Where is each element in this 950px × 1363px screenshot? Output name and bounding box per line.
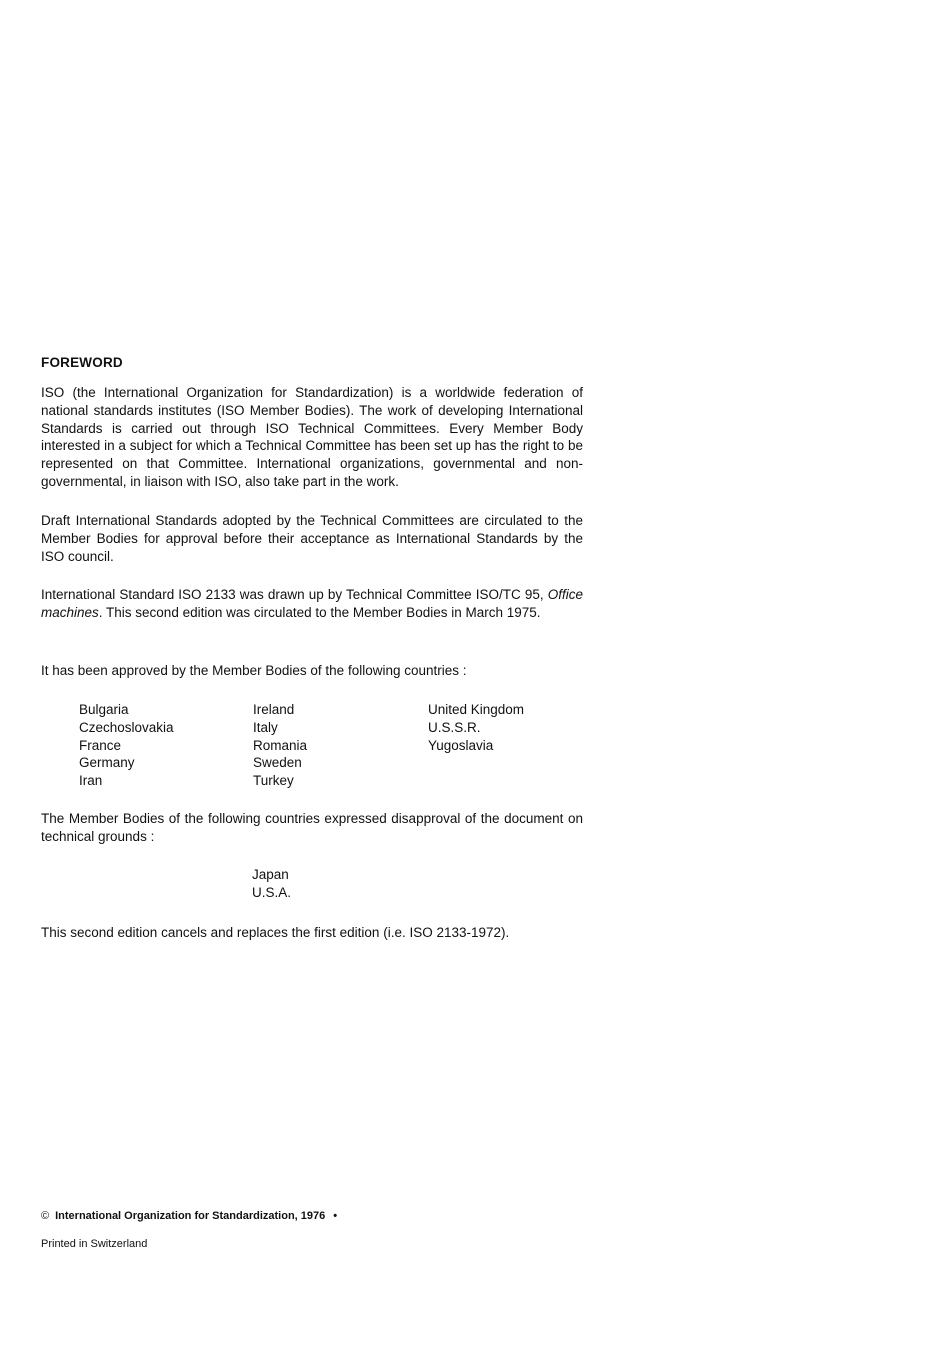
country-item: Iran: [79, 773, 103, 789]
standard-text-before: International Standard ISO 2133 was drawn up by Technical Committee ISO/TC 95,: [41, 587, 548, 602]
copyright-line: [41, 1210, 337, 1222]
committee-title: Office machines: [41, 587, 583, 620]
copyright-text: International Organization for Standardization, 1976: [55, 1210, 326, 1222]
bullet-icon: •: [333, 1210, 338, 1222]
country-item: Sweden: [253, 755, 302, 771]
country-item: Turkey: [253, 773, 294, 789]
copyright-icon: ©: [41, 1210, 50, 1222]
foreword-paragraph-draft: Draft International Standards adopted by the Technical Committees are circulated to the Member Bodies for approval before their acceptance as International Standards by the ISO council.: [41, 513, 583, 564]
foreword-paragraph-standard: [41, 586, 583, 622]
country-item: Ireland: [253, 702, 295, 717]
country-item: France: [79, 737, 122, 753]
country-item: Bulgaria: [79, 702, 129, 717]
country-item: U.S.A.: [252, 884, 292, 900]
country-item: Yugoslavia: [428, 737, 494, 753]
standard-text-after: . This second edition was circulated to the Member Bodies in March 1975.: [98, 604, 541, 620]
foreword-paragraph-iso: ISO (the International Organization for Standardization) is a worldwide federation of national standards institutes (ISO Member Bodies). The work of developing International Standards is carried out through ISO Technical Committees. Every Member Body interested in a subject for which a Technical Committee has been set up has the right to be represented on that Committee. International organizations, governmental and non-governmental, in liaison with ISO, also take part in the work.: [41, 385, 583, 489]
countries-column-3: [428, 701, 524, 754]
country-item: United Kingdom: [428, 702, 525, 717]
foreword-heading: FOREWORD: [41, 355, 123, 370]
country-item: Japan: [252, 867, 289, 882]
approval-intro: It has been approved by the Member Bodies of the following countries :: [41, 663, 467, 678]
countries-column-2: [253, 701, 307, 790]
printed-note: Printed in Switzerland: [41, 1238, 148, 1250]
disapproval-intro: The Member Bodies of the following countries expressed disapproval of the document on technical grounds :: [41, 811, 583, 844]
country-item: Romania: [253, 737, 308, 753]
country-item: Italy: [253, 719, 278, 735]
edition-note: This second edition cancels and replaces the first edition (i.e. ISO 2133-1972).: [41, 925, 510, 940]
country-item: Czechoslovakia: [79, 719, 174, 735]
country-item: Germany: [79, 755, 135, 771]
countries-column-1: [79, 701, 174, 790]
country-item: U.S.S.R.: [428, 719, 481, 735]
disapproving-countries-list: [252, 866, 291, 902]
